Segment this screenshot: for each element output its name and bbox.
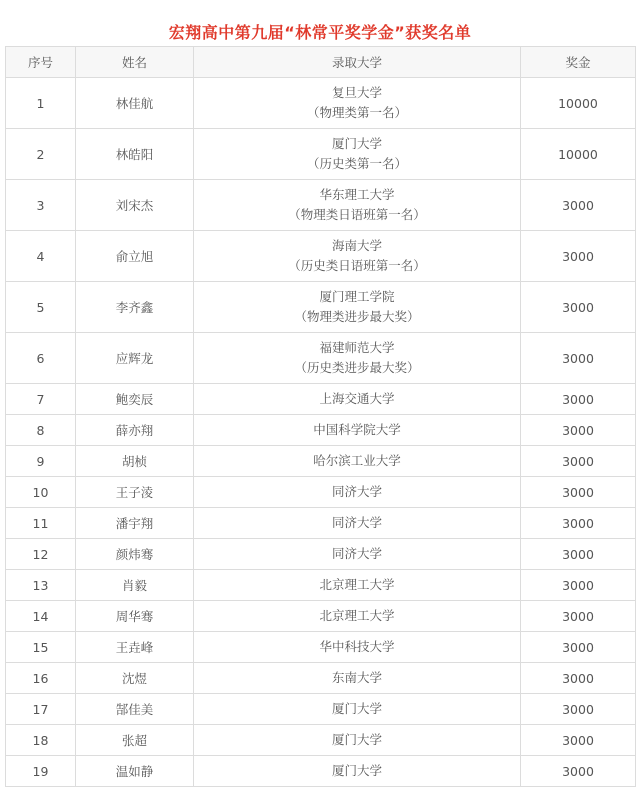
row-number: 13 xyxy=(6,570,76,601)
table-row xyxy=(6,632,636,663)
student-name: 潘宇翔 xyxy=(76,508,194,539)
row-number: 9 xyxy=(6,446,76,477)
award-amount: 3000 xyxy=(521,180,636,231)
award-amount: 3000 xyxy=(521,570,636,601)
university-name: 厦门大学 xyxy=(331,136,382,151)
university-cell xyxy=(194,632,521,663)
university-name: 同济大学 xyxy=(331,484,382,499)
table-row xyxy=(6,333,636,384)
row-number: 18 xyxy=(6,725,76,756)
university-cell xyxy=(194,446,521,477)
award-amount: 3000 xyxy=(521,539,636,570)
row-number: 14 xyxy=(6,601,76,632)
university-cell xyxy=(194,756,521,787)
university-cell xyxy=(194,78,521,129)
award-amount: 10000 xyxy=(521,78,636,129)
row-number: 15 xyxy=(6,632,76,663)
row-number: 19 xyxy=(6,756,76,787)
university-cell xyxy=(194,333,521,384)
award-amount: 3000 xyxy=(521,282,636,333)
award-amount: 3000 xyxy=(521,601,636,632)
table-row xyxy=(6,539,636,570)
student-name: 肖毅 xyxy=(76,570,194,601)
university-cell xyxy=(194,725,521,756)
student-name: 林佳航 xyxy=(76,78,194,129)
table-row xyxy=(6,415,636,446)
table-header-row xyxy=(6,47,636,78)
award-amount: 3000 xyxy=(521,632,636,663)
university-cell xyxy=(194,477,521,508)
award-category-note: （物理类日语班第一名） xyxy=(288,207,426,222)
table-body xyxy=(6,78,636,787)
award-category-note: （历史类进步最大奖） xyxy=(294,360,420,375)
column-header-number: 序号 xyxy=(6,47,76,78)
page-title: 宏翔高中第九届“林常平奖学金”获奖名单 xyxy=(168,23,472,42)
table-row xyxy=(6,129,636,180)
university-name: 哈尔滨工业大学 xyxy=(313,453,401,468)
table-row xyxy=(6,477,636,508)
award-table xyxy=(5,46,636,787)
table-row xyxy=(6,508,636,539)
award-amount: 3000 xyxy=(521,231,636,282)
student-name: 刘宋杰 xyxy=(76,180,194,231)
university-cell xyxy=(194,539,521,570)
column-header-award: 奖金 xyxy=(521,47,636,78)
row-number: 11 xyxy=(6,508,76,539)
university-name: 厦门理工学院 xyxy=(319,289,395,304)
student-name: 沈煜 xyxy=(76,663,194,694)
student-name: 王垚峰 xyxy=(76,632,194,663)
university-cell xyxy=(194,601,521,632)
table-row xyxy=(6,446,636,477)
row-number: 8 xyxy=(6,415,76,446)
university-cell xyxy=(194,570,521,601)
row-number: 3 xyxy=(6,180,76,231)
student-name: 俞立旭 xyxy=(76,231,194,282)
row-number: 6 xyxy=(6,333,76,384)
university-name: 福建师范大学 xyxy=(319,340,395,355)
student-name: 鲍奕辰 xyxy=(76,384,194,415)
university-name: 同济大学 xyxy=(331,515,382,530)
award-amount: 3000 xyxy=(521,415,636,446)
university-cell xyxy=(194,694,521,725)
row-number: 17 xyxy=(6,694,76,725)
student-name: 王子淩 xyxy=(76,477,194,508)
award-amount: 3000 xyxy=(521,446,636,477)
column-header-university: 录取大学 xyxy=(194,47,521,78)
award-category-note: （历史类第一名） xyxy=(306,156,407,171)
student-name: 应辉龙 xyxy=(76,333,194,384)
student-name: 李齐鑫 xyxy=(76,282,194,333)
award-amount: 3000 xyxy=(521,725,636,756)
university-cell xyxy=(194,180,521,231)
university-name: 华东理工大学 xyxy=(319,187,395,202)
award-category-note: （历史类日语班第一名） xyxy=(288,258,426,273)
student-name: 薛亦翔 xyxy=(76,415,194,446)
table-row xyxy=(6,231,636,282)
university-name: 海南大学 xyxy=(331,238,382,253)
row-number: 4 xyxy=(6,231,76,282)
table-row xyxy=(6,663,636,694)
award-amount: 3000 xyxy=(521,333,636,384)
student-name: 颜炜骞 xyxy=(76,539,194,570)
row-number: 16 xyxy=(6,663,76,694)
table-row xyxy=(6,282,636,333)
table-row xyxy=(6,694,636,725)
table-row xyxy=(6,570,636,601)
university-name: 同济大学 xyxy=(331,546,382,561)
award-amount: 3000 xyxy=(521,756,636,787)
university-cell xyxy=(194,384,521,415)
award-amount: 3000 xyxy=(521,384,636,415)
row-number: 5 xyxy=(6,282,76,333)
award-amount: 3000 xyxy=(521,694,636,725)
table-row xyxy=(6,725,636,756)
university-name: 东南大学 xyxy=(331,670,382,685)
university-cell xyxy=(194,129,521,180)
university-name: 中国科学院大学 xyxy=(313,422,401,437)
table-row xyxy=(6,601,636,632)
university-cell xyxy=(194,508,521,539)
award-category-note: （物理类进步最大奖） xyxy=(294,309,420,324)
student-name: 林皓阳 xyxy=(76,129,194,180)
university-name: 复旦大学 xyxy=(331,85,382,100)
university-name: 上海交通大学 xyxy=(319,391,395,406)
column-header-name: 姓名 xyxy=(76,47,194,78)
award-category-note: （物理类第一名） xyxy=(306,105,407,120)
university-name: 厦门大学 xyxy=(331,701,382,716)
row-number: 10 xyxy=(6,477,76,508)
university-name: 北京理工大学 xyxy=(319,608,395,623)
table-row xyxy=(6,180,636,231)
table-row xyxy=(6,78,636,129)
student-name: 胡桢 xyxy=(76,446,194,477)
university-name: 华中科技大学 xyxy=(319,639,395,654)
row-number: 1 xyxy=(6,78,76,129)
award-amount: 3000 xyxy=(521,508,636,539)
student-name: 张超 xyxy=(76,725,194,756)
university-cell xyxy=(194,282,521,333)
row-number: 7 xyxy=(6,384,76,415)
award-amount: 10000 xyxy=(521,129,636,180)
university-cell xyxy=(194,663,521,694)
row-number: 2 xyxy=(6,129,76,180)
university-name: 厦门大学 xyxy=(331,732,382,747)
student-name: 郜佳美 xyxy=(76,694,194,725)
university-name: 厦门大学 xyxy=(331,763,382,778)
university-cell xyxy=(194,231,521,282)
university-name: 北京理工大学 xyxy=(319,577,395,592)
award-amount: 3000 xyxy=(521,663,636,694)
student-name: 温如静 xyxy=(76,756,194,787)
row-number: 12 xyxy=(6,539,76,570)
table-row xyxy=(6,384,636,415)
student-name: 周华骞 xyxy=(76,601,194,632)
university-cell xyxy=(194,415,521,446)
table-row xyxy=(6,756,636,787)
award-amount: 3000 xyxy=(521,477,636,508)
